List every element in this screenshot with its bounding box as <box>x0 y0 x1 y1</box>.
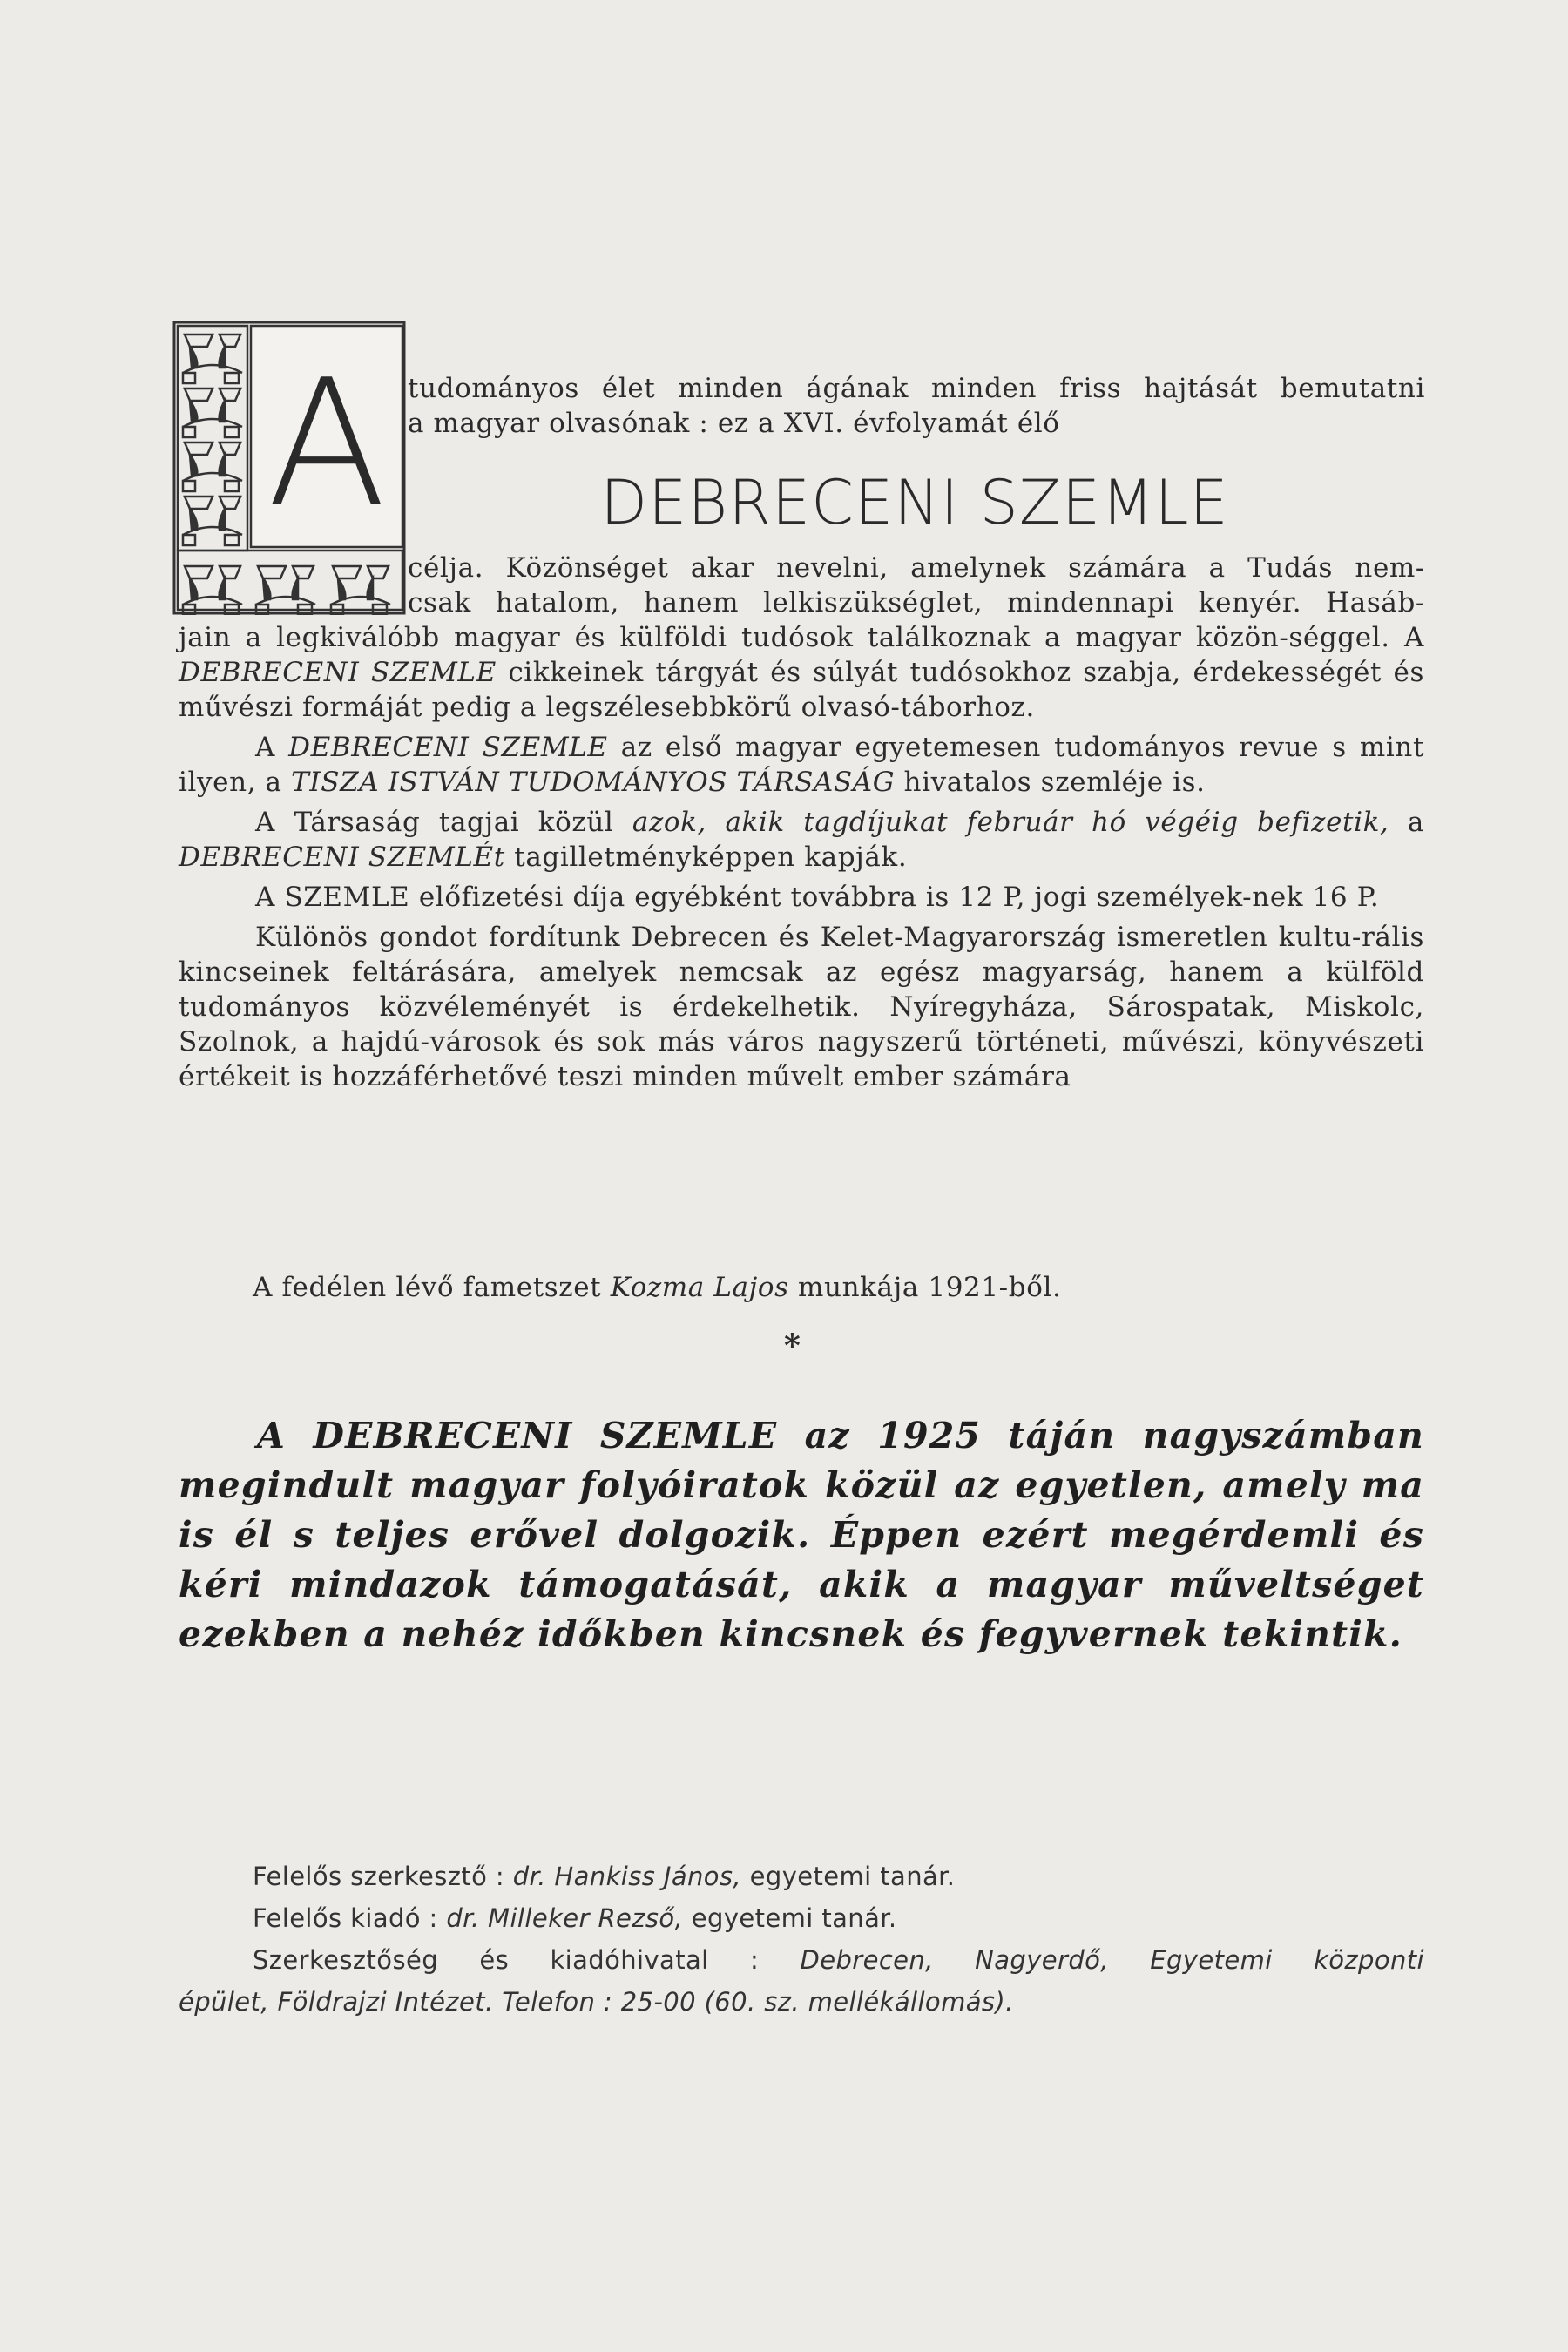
after-line-1: célja. Közönséget akar nevelni, amelynek számára a Tudás nem- <box>408 552 1425 584</box>
cover-credit: A fedélen lévő fametszet Kozma Lajos munkája 1921-ből. <box>253 1272 1062 1303</box>
separator-asterisk: * <box>784 1328 801 1364</box>
masthead-title: DEBRECENI SZEMLE <box>600 467 1229 538</box>
imprint-office-address: épület, Földrajzi Intézet. Telefon : 25-00 (60. sz. mellékállomás). <box>179 1987 1014 2017</box>
imprint-office: Szerkesztőség és kiadóhivatal : Debrecen, Nagyerdő, Egyetemi központi <box>253 1945 1424 1975</box>
intro-line-2: a magyar olvasónak : ez a XVI. évfolyamát élő <box>408 408 1060 439</box>
imprint-publisher: Felelős kiadó : dr. Milleker Rezső, egyetemi tanár. <box>253 1903 897 1933</box>
imprint <box>179 1855 1424 2023</box>
appeal-paragraph: A DEBRECENI SZEMLE az 1925 táján nagyszámban megindult magyar folyóiratok közül az egyetlen, amely ma is él s teljes erővel dolgozik. Éppen ezért megérdemli és kéri mindazok támogatását, akik a magyar műveltséget ezekben a nehéz időkben kincsnek és fegyvernek tekintik. <box>179 1415 1424 1655</box>
intro-line-1: tudományos élet minden ágának minden friss hajtását bemutatni <box>408 373 1425 404</box>
paragraph-3: A Társaság tagjai közül azok, akik tagdíjukat február hó végéig befizetik, a DEBRECENI SZEMLÉt tagilletményképpen kapják. <box>179 807 1424 873</box>
paragraph-5: Különös gondot fordítunk Debrecen és Kelet-Magyarország ismeretlen kultu-rális kincseinek feltárására, amelyek nemcsak az egész magyarság, hanem a külföld tudományos közvéleményét is érdekelhetik. Nyíregyháza, Sárospatak, Miskolc, Szolnok, a hajdú-városok és sok más város nagyszerű történeti, művészi, könyvészeti értékeit is hozzáférhetővé teszi minden művelt ember számára <box>179 922 1424 1092</box>
paragraph-2: A DEBRECENI SZEMLE az első magyar egyetemesen tudományos revue s mint ilyen, a TISZA ISTVÁN TUDOMÁNYOS TÁRSASÁG hivatalos szemléje is. <box>179 732 1425 798</box>
body-text <box>179 620 1424 1099</box>
paragraph-1: jain a legkiválóbb magyar és külföldi tudósok találkoznak a magyar közön-séggel. A DEBRECENI SZEMLE cikkeinek tárgyát és súlyát tudósokhoz szabja, érdekességét és művészi formáját pedig a legszélesebbkörű olvasó-táborhoz. <box>179 622 1424 723</box>
paragraph-4: A SZEMLE előfizetési díja egyébként továbbra is 12 P, jogi személyek-nek 16 P. <box>255 882 1380 913</box>
after-line-2: csak hatalom, hanem lelkiszükséglet, mindennapi kenyér. Hasáb- <box>408 587 1425 618</box>
initial-letter: A <box>267 342 387 545</box>
art-nouveau-border-ornament-icon <box>172 321 406 615</box>
decorated-initial <box>172 321 406 615</box>
imprint-editor: Felelős szerkesztő : dr. Hankiss János, egyetemi tanár. <box>253 1862 956 1891</box>
